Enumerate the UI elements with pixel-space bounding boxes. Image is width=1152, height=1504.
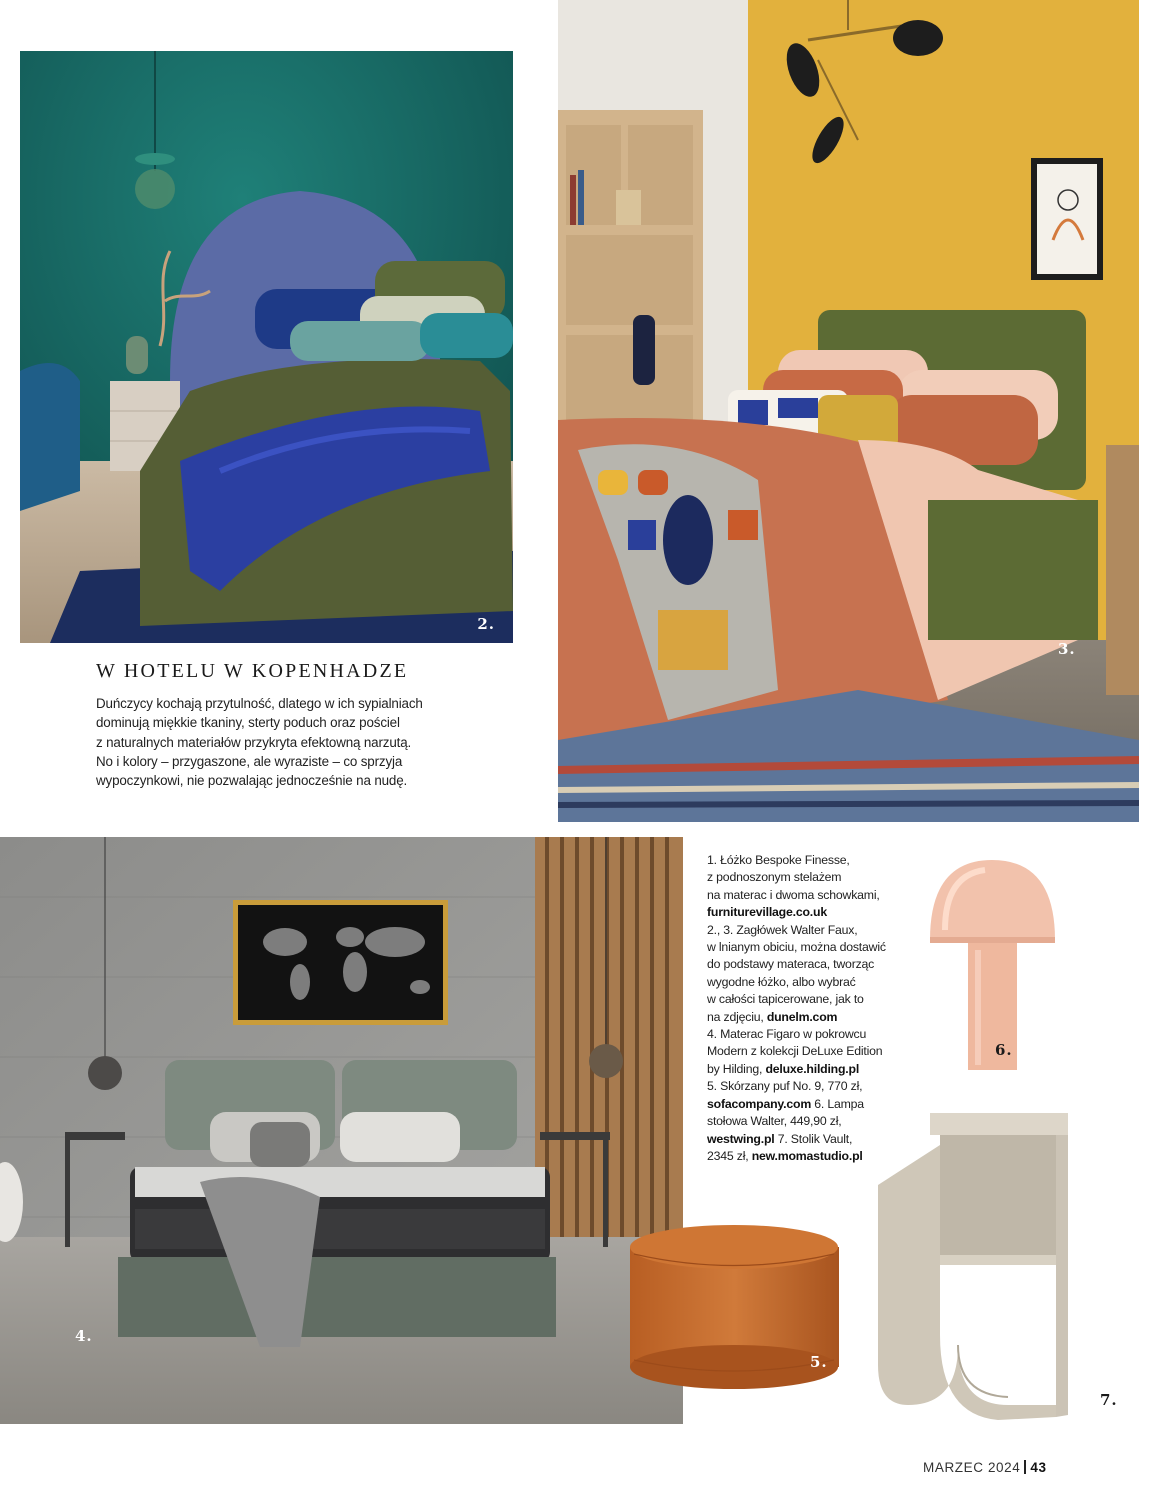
caption-line (707, 922, 922, 939)
caption-link: furniturevillage.co.uk (707, 905, 827, 920)
caption-line (707, 1131, 922, 1148)
caption-text: w całości tapicerowane, jak to (707, 992, 864, 1007)
caption-line (707, 974, 922, 991)
photo-label: 4. (75, 1327, 93, 1345)
caption-link: westwing.pl (707, 1131, 775, 1146)
product-label-7: 7. (1100, 1391, 1118, 1409)
page-footer (923, 1460, 1047, 1475)
caption-line (707, 887, 922, 904)
caption-line (707, 1061, 922, 1078)
caption-link: deluxe.hilding.pl (765, 1061, 860, 1076)
caption-text: Modern z kolekcji DeLuxe Edition (707, 1044, 883, 1059)
caption-text: na materac i dwoma schowkami, (707, 887, 880, 902)
caption-line (707, 1148, 922, 1165)
product-captions (707, 852, 922, 1165)
caption-text: na zdjęciu, (707, 1009, 767, 1024)
photo-teal-bedroom (20, 51, 513, 643)
caption-text: 7. Stolik Vault, (774, 1131, 853, 1146)
caption-text: 2., 3. Zagłówek Walter Faux, (707, 922, 858, 937)
caption-text: 4. Materac Figaro w pokrowcu (707, 1027, 867, 1042)
section-body-line: dominują miękkie tkaniny, sterty poduch oraz pościel (96, 715, 400, 731)
photo-mustard-bedroom (558, 0, 1139, 822)
section-body-line: wypoczynkowi, nie pozwalając jednocześnie na nudę. (96, 773, 408, 789)
caption-text: z podnoszonym stelażem (707, 870, 842, 885)
caption-line (707, 852, 922, 869)
caption-link: dunelm.com (766, 1009, 838, 1024)
caption-text: 6. Lampa (811, 1096, 864, 1111)
section-body-line: No i kolory – przygaszone, ale wyraziste – co sprzyja (96, 753, 403, 769)
caption-text: stołowa Walter, 449,90 zł, (707, 1114, 842, 1129)
section-title: W HOTELU W KOPENHADZE (96, 660, 409, 682)
caption-line (707, 1026, 922, 1043)
caption-line (707, 904, 922, 921)
caption-line (707, 991, 922, 1008)
product-label-5: 5. (810, 1353, 828, 1371)
caption-link: sofacompany.com (707, 1096, 812, 1111)
caption-line (707, 1043, 922, 1060)
caption-text: 2345 zł, (707, 1148, 752, 1163)
photo-label: 2. (477, 615, 495, 633)
section-body-line: z naturalnych materiałów przykryta efektowną narzutą. (96, 734, 412, 750)
caption-text: 5. Skórzany puf No. 9, 770 zł, (707, 1079, 863, 1094)
product-label: 6. (995, 1041, 1013, 1059)
section-body-line: Duńczycy kochają przytulność, dlatego w ich sypialniach (96, 696, 423, 711)
caption-line (707, 1096, 922, 1113)
caption-text: wygodne łóżko, albo wybrać (707, 974, 856, 989)
caption-text: w lnianym obiciu, można dostawić (707, 940, 886, 955)
page-number: 43 (1030, 1460, 1047, 1475)
footer-divider (1024, 1460, 1026, 1474)
caption-text: do podstawy materaca, tworząc (707, 957, 875, 972)
product-lamp (905, 845, 1080, 1073)
caption-line (707, 939, 922, 956)
photo-label: 3. (1058, 640, 1076, 658)
caption-link: new.momastudio.pl (751, 1148, 863, 1163)
caption-text: 1. Łóżko Bespoke Finesse, (707, 853, 850, 867)
photo-concrete-bedroom (0, 837, 683, 1424)
caption-text: by Hilding, (707, 1061, 766, 1076)
caption-line (707, 1113, 922, 1130)
section-body (96, 694, 466, 790)
caption-line (707, 869, 922, 886)
caption-line (707, 1009, 922, 1026)
caption-line (707, 1078, 922, 1095)
caption-line (707, 956, 922, 973)
issue-date: MARZEC 2024 (923, 1460, 1021, 1475)
